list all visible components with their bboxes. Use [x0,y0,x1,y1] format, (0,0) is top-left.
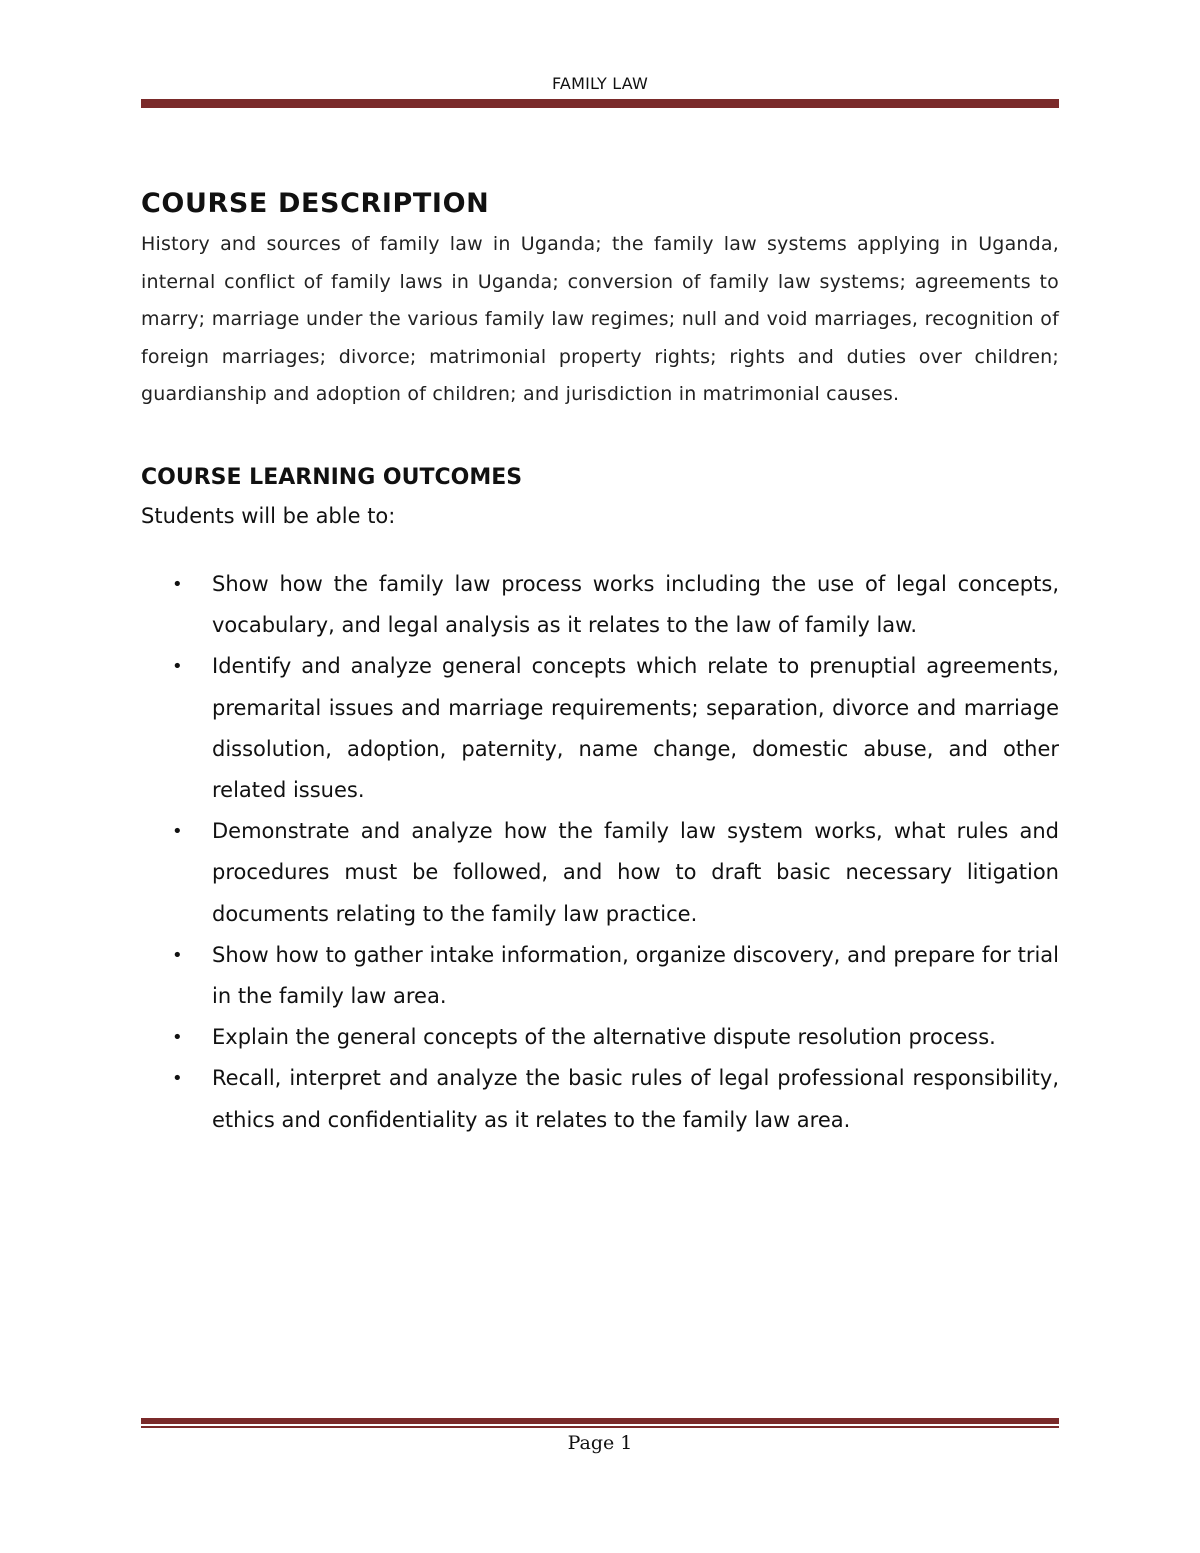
page-number: Page 1 [567,1432,633,1454]
list-item-text: Demonstrate and analyze how the family law system works, what rules and procedures must be followed, and how to draft basic necessary litigation documents relating to the family law practice. [212,819,1059,926]
bullet-icon: • [172,944,183,966]
bullet-icon: • [172,1068,183,1090]
header-rule [141,99,1059,108]
learning-outcomes-intro: Students will be able to: [141,503,396,528]
list-item [141,935,1059,1017]
list-item-text: Show how to gather intake information, organize discovery, and prepare for trial in the family law area. [212,942,1059,1008]
list-item [141,564,1059,646]
list-item-text: Recall, interpret and analyze the basic rules of legal professional responsibility, ethics and confidentiality as it relates to the family law area. [212,1066,1059,1132]
page-body [141,186,1059,1141]
list-item [141,811,1059,935]
learning-outcomes-heading: COURSE LEARNING OUTCOMES [141,464,523,490]
learning-outcomes-list [141,564,1059,1141]
bullet-icon: • [172,656,183,678]
list-item-text: Show how the family law process works including the use of legal concepts, vocabulary, and legal analysis as it relates to the law of family law. [212,571,1059,638]
footer-rule-thin [141,1426,1059,1428]
bullet-icon: • [172,1027,183,1049]
bullet-icon: • [172,821,183,843]
list-item-text: Identify and analyze general concepts which relate to prenuptial agreements, premarital issues and marriage requirements; separation, divorce and marriage dissolution, adoption, paternity, name change, domestic abuse, and other related issues. [212,654,1059,802]
course-description-text: History and sources of family law in Uganda; the family law systems applying in Uganda, internal conflict of family laws in Uganda; conversion of family law systems; agreements to marry; marriage under the various family law regimes; null and void marriages, recognition of foreign marriages; divorce; matrimonial property rights; rights and duties over children; guardianship and adoption of children; and jurisdiction in matrimonial causes. [141,233,1059,406]
footer-rule-thick [141,1418,1059,1424]
list-item-text: Explain the general concepts of the alternative dispute resolution process. [212,1025,996,1050]
bullet-icon: • [172,573,183,595]
header-title: FAMILY LAW [551,74,649,93]
course-description-heading: COURSE DESCRIPTION [141,188,490,219]
list-item [141,1058,1059,1140]
list-item [141,1017,1059,1058]
list-item [141,646,1059,811]
